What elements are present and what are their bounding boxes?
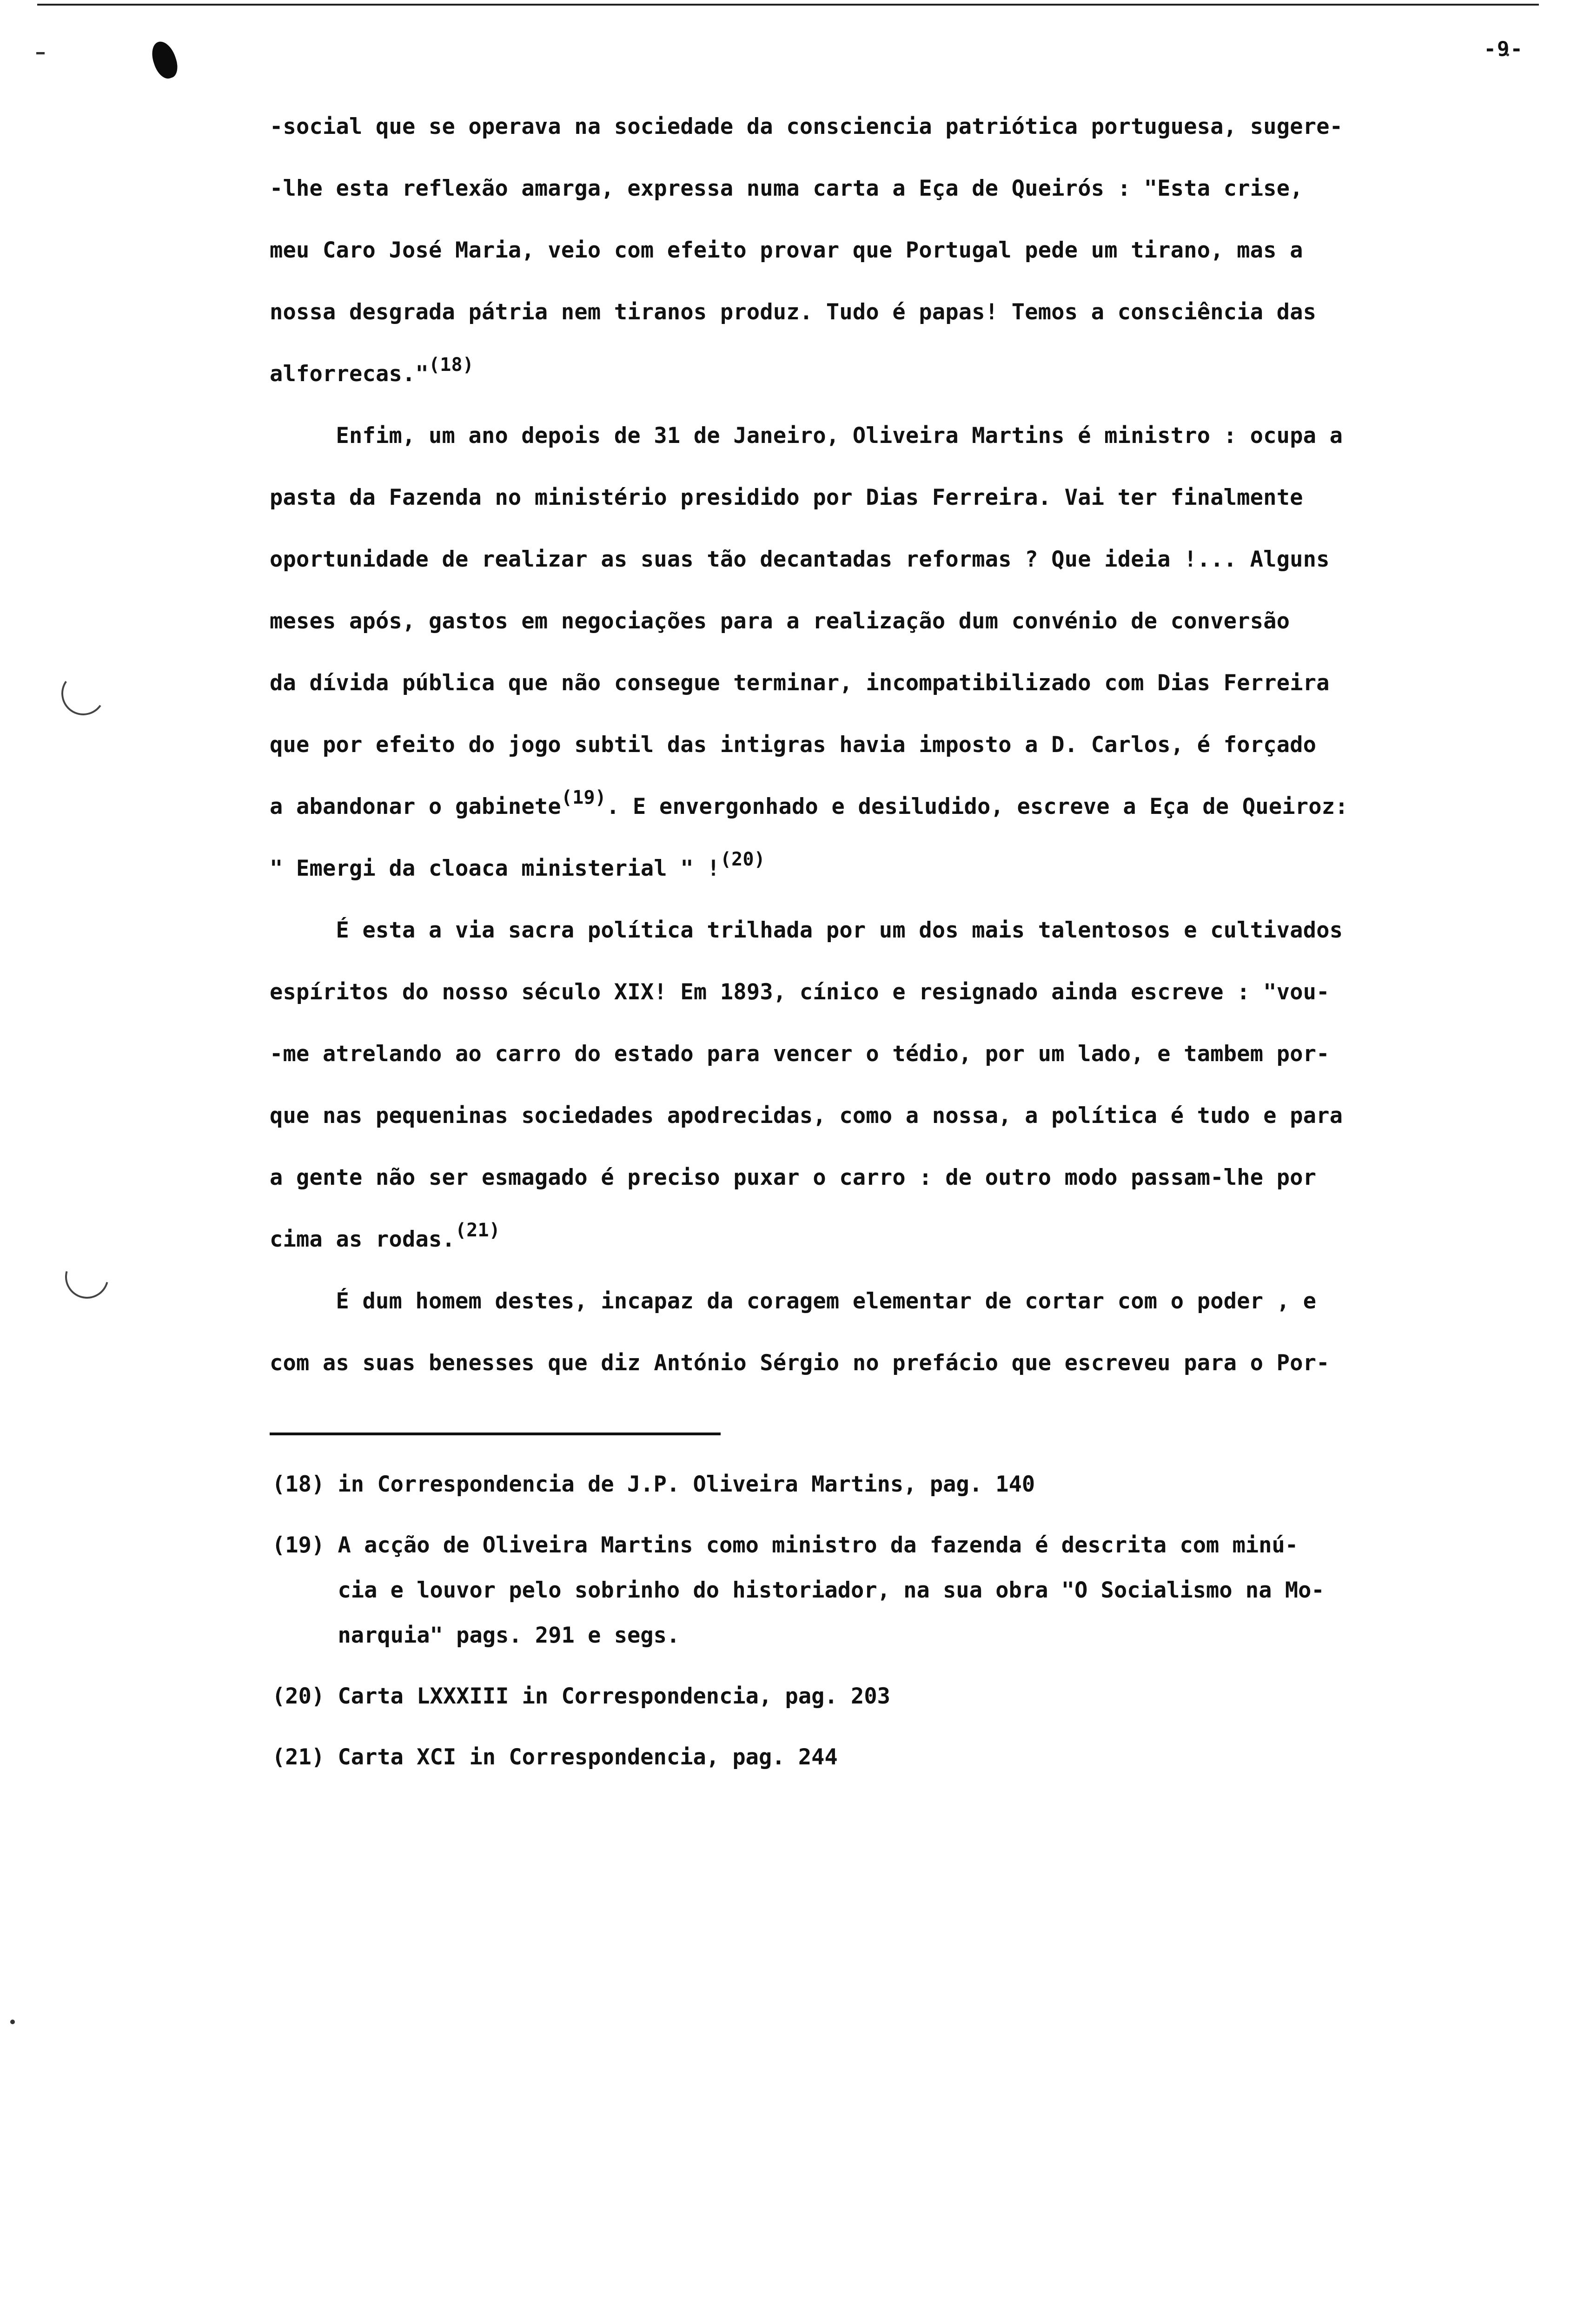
text-line: espíritos do nosso século XIX! Em 1893, cínico e resignado ainda escreve : "vou-: [270, 979, 1330, 1005]
punch-hole-mark: [57, 1247, 117, 1307]
footnote-line: (19) A acção de Oliveira Martins como ministro da fazenda é descrita com minú-: [272, 1532, 1299, 1558]
footnote-reference: (21): [455, 1220, 501, 1241]
text-line: cima as rodas.$^{(21)}$: [270, 1220, 501, 1252]
text-line: -social que se operava na sociedade da consciencia patriótica portuguesa, sugere-: [270, 114, 1343, 139]
text-line: com as suas benesses que diz António Sérgio no prefácio que escreveu para o Por-: [270, 1350, 1330, 1376]
text-line: pasta da Fazenda no ministério presidido por Dias Ferreira. Vai ter finalmente: [270, 485, 1303, 510]
text-line: É dum homem destes, incapaz da coragem elementar de cortar com o poder , e: [270, 1288, 1317, 1314]
text-line: da dívida pública que não consegue terminar, incompatibilizado com Dias Ferreira: [270, 670, 1330, 696]
footnote-reference: (20): [720, 849, 766, 870]
footnote-19: [272, 1523, 1499, 1658]
top-edge-rule: [37, 4, 1539, 6]
text-line: meses após, gastos em negociações para a realização dum convénio de conversão: [270, 608, 1290, 634]
footnote-line: (20) Carta LXXXIII in Correspondencia, pag. 203: [272, 1684, 890, 1709]
text-line: que nas pequeninas sociedades apodrecidas, como a nossa, a política é tudo e para: [270, 1103, 1343, 1129]
body-text: [270, 96, 1497, 1394]
footnote-18: [272, 1462, 1499, 1507]
punch-hole-mark: [58, 668, 109, 719]
margin-dash-mark: [36, 52, 45, 54]
text-line: Enfim, um ano depois de 31 de Janeiro, Oliveira Martins é ministro : ocupa a: [270, 423, 1343, 449]
footnote-separator: [270, 1433, 721, 1435]
text-line: que por efeito do jogo subtil das intigras havia imposto a D. Carlos, é forçado: [270, 732, 1317, 758]
text-line: -lhe esta reflexão amarga, expressa numa carta a Eça de Queirós : "Esta crise,: [270, 176, 1303, 201]
footnote-line: (21) Carta XCI in Correspondencia, pag. 244: [272, 1744, 838, 1770]
page-number: -9-: [1484, 37, 1524, 61]
footnote-line: narquia" pags. 291 e segs.: [272, 1623, 680, 1648]
text-line: a abandonar o gabinete$^{(19)}$. E envergonhado e desiludido, escreve a Eça de Queiroz:: [270, 787, 1348, 819]
footnote-20: [272, 1674, 1499, 1719]
ink-speck: [10, 2020, 15, 2024]
footnotes: [272, 1462, 1499, 1796]
text-line: nossa desgrada pátria nem tiranos produz. Tudo é papas! Temos a consciência das: [270, 299, 1317, 325]
ink-blot: [148, 39, 181, 82]
footnote-reference: (18): [428, 354, 474, 376]
footnote-line: cia e louvor pelo sobrinho do historiador, na sua obra "O Socialismo na Mo-: [272, 1578, 1325, 1603]
text-line: É esta a via sacra política trilhada por um dos mais talentosos e cultivados: [270, 918, 1343, 943]
text-line: alforrecas."$^{(18)}$: [270, 354, 474, 387]
text-line: oportunidade de realizar as suas tão decantadas reformas ? Que ideia !... Alguns: [270, 547, 1330, 572]
text-line: a gente não ser esmagado é preciso puxar o carro : de outro modo passam-lhe por: [270, 1165, 1317, 1190]
text-line: " Emergi da cloaca ministerial " !$^{(20)}$: [270, 849, 766, 881]
footnote-reference: (19): [561, 787, 607, 808]
text-line: -me atrelando ao carro do estado para vencer o tédio, por um lado, e tambem por-: [270, 1041, 1330, 1067]
footnote-21: [272, 1735, 1499, 1780]
text-line: meu Caro José Maria, veio com efeito provar que Portugal pede um tirano, mas a: [270, 238, 1303, 263]
footnote-line: (18) in Correspondencia de J.P. Oliveira Martins, pag. 140: [272, 1472, 1035, 1497]
